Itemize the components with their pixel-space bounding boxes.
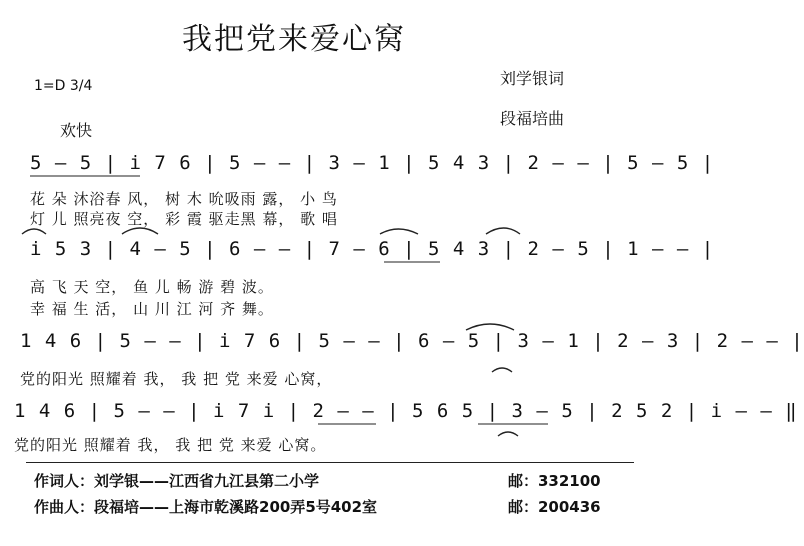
footer-composer-address: 作曲人：段福培——上海市乾溪路200弄5号402室: [34, 498, 378, 516]
composer-credit: 段福培曲: [500, 109, 565, 128]
slur-mark: [380, 229, 418, 234]
footer-composer-postcode: 邮：200436: [508, 498, 601, 516]
lyric-line-4: 党的阳光 照耀着 我， 我 把 党 来爱 心窝。: [14, 436, 327, 454]
slur-mark: [492, 368, 512, 372]
lyricist-credit: 刘学银词: [500, 69, 565, 88]
notation-line-3: 1 4 6 | 5 — — | i 7 6 | 5 — — | 6 — 5 | 3 — 1 | 2 — 3 | 2 — — |: [20, 330, 804, 352]
song-title: 我把党来爱心窝: [182, 22, 406, 57]
notation-line-1: 5 — 5 | i 7 6 | 5 — — | 3 — 1 | 5 4 3 | 2 — — | 5 — 5 |: [30, 152, 715, 174]
lyric-line-1-verse-2: 灯 儿 照亮夜 空， 彩 霞 驱走黑 幕， 歌 唱: [30, 210, 338, 228]
slur-mark: [486, 228, 520, 234]
notation-line-2: i 5 3 | 4 — 5 | 6 — — | 7 — 6 | 5 4 3 | 2 — 5 | 1 — — |: [30, 238, 715, 260]
slur-mark: [22, 229, 46, 234]
key-time-signature: 1=D 3/4: [34, 78, 93, 94]
footer-divider: [26, 462, 634, 463]
notation-line-4: 1 4 6 | 5 — — | i 7 i | 2 — — | 5 6 5 | 3 — 5 | 2 5 2 | i — — ‖: [14, 400, 798, 422]
slur-mark: [498, 432, 518, 436]
footer-lyricist-address: 作词人：刘学银——江西省九江县第二小学: [34, 472, 320, 490]
footer-lyricist-postcode: 邮：332100: [508, 472, 601, 490]
tempo-marking: 欢快: [60, 121, 93, 140]
lyric-line-2-verse-1: 高 飞 天 空， 鱼 儿 畅 游 碧 波。: [30, 278, 274, 296]
lyric-line-1-verse-1: 花 朵 沐浴春 风， 树 木 吮吸雨 露， 小 鸟: [30, 190, 338, 208]
lyric-line-3: 党的阳光 照耀着 我， 我 把 党 来爱 心窝，: [20, 370, 333, 388]
lyric-line-2-verse-2: 幸 福 生 活， 山 川 江 河 齐 舞。: [30, 300, 274, 318]
